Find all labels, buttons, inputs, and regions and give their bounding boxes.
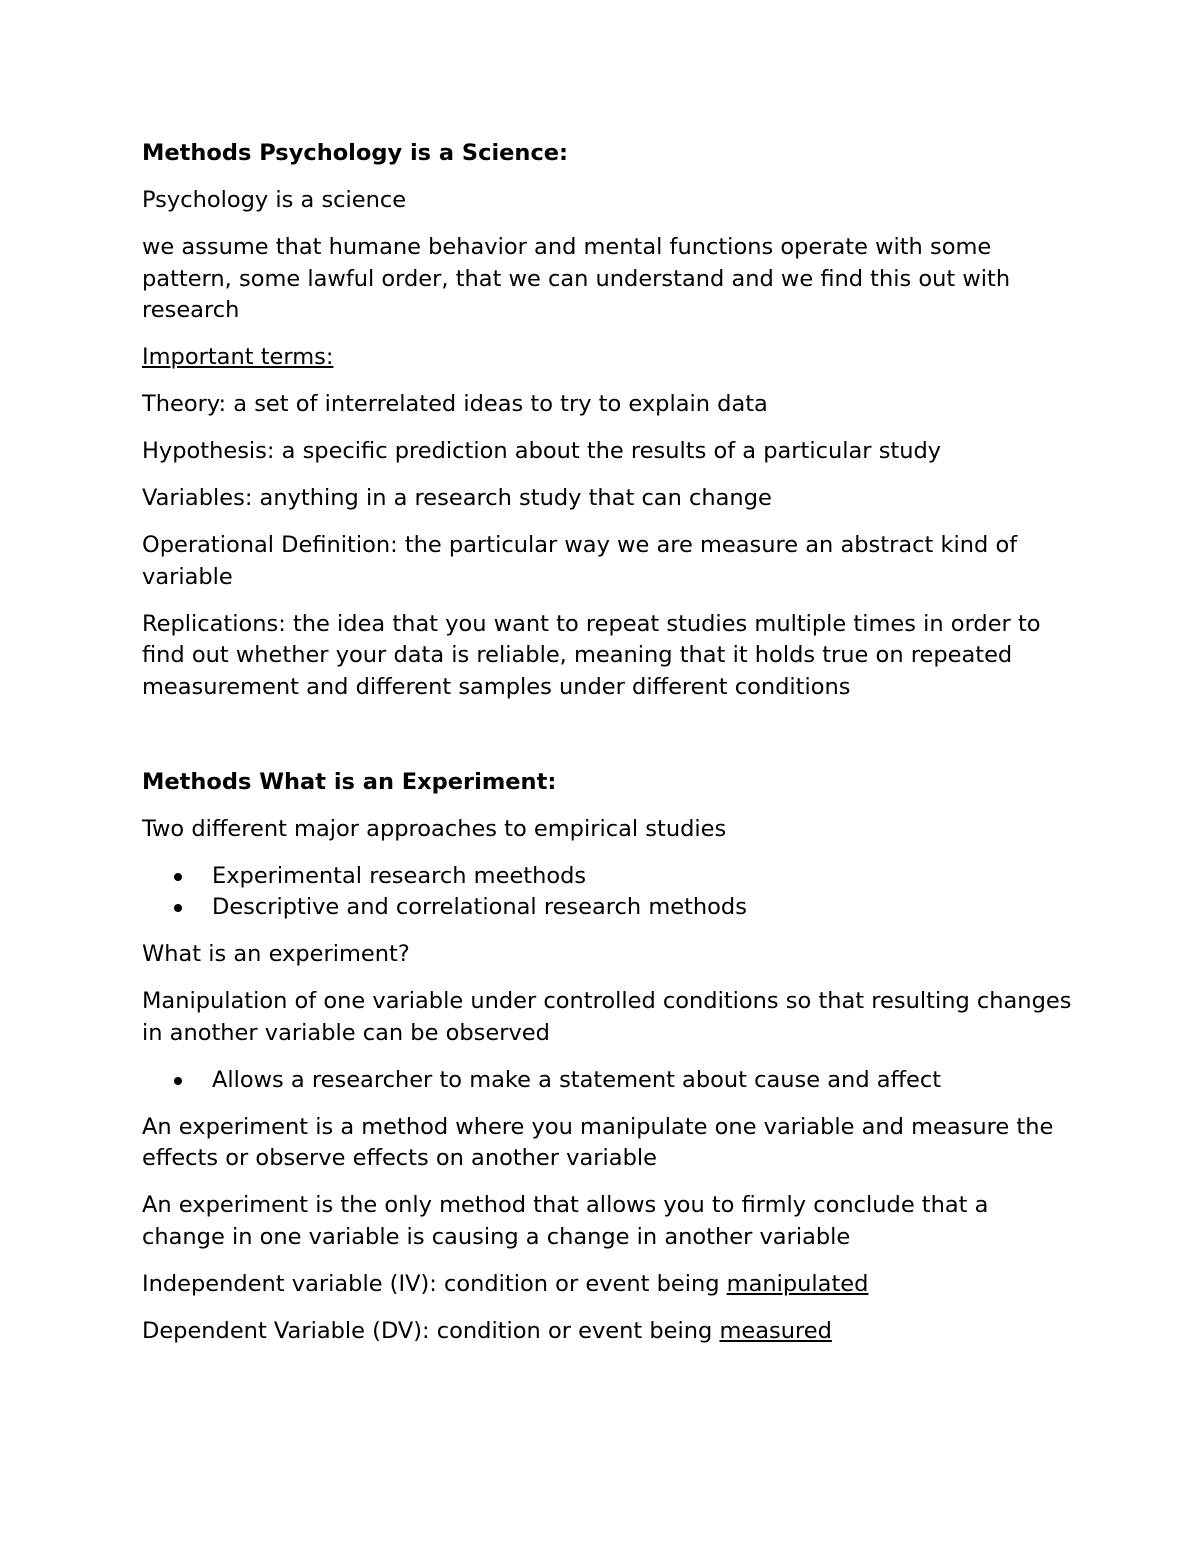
section-spacer [142, 719, 1072, 767]
paragraph: An experiment is a method where you manipulate one variable and measure the effects or observe effects on another variable [142, 1113, 1054, 1171]
definition-list [142, 1065, 1072, 1097]
list-item [142, 892, 1072, 924]
paragraph: An experiment is the only method that allows you to firmly conclude that a change in one variable is causing a change in another variable [142, 1192, 989, 1250]
term-hypothesis: Hypothesis: a specific prediction about the results of a particular study [142, 438, 942, 464]
dv-term: measured [719, 1317, 832, 1344]
term-operational-definition: Operational Definition: the particular way we are measure an abstract kind of variable [142, 532, 1018, 590]
term-variables: Variables: anything in a research study that can change [142, 485, 772, 511]
term-theory: Theory: a set of interrelated ideas to try to explain data [142, 391, 768, 417]
dependent-variable-definition [142, 1316, 1072, 1348]
document-page [142, 138, 1072, 1363]
paragraph: Psychology is a science [142, 187, 407, 213]
list-item [142, 1065, 1072, 1097]
list-item [142, 861, 1072, 893]
list-item-text: Experimental research meethods [212, 862, 587, 889]
paragraph: Two different major approaches to empirical studies [142, 815, 727, 842]
bullet-icon [174, 1077, 182, 1085]
term-replications: Replications: the idea that you want to repeat studies multiple times in order to find out whether your data is reliable, meaning that it holds true on repeated measurement and different samples under different conditions [142, 610, 1041, 700]
important-terms-label: Important terms: [142, 344, 334, 370]
dv-prefix: Dependent Variable (DV): condition or event being [142, 1317, 720, 1344]
approaches-list [142, 861, 1072, 924]
paragraph: Manipulation of one variable under controlled conditions so that resulting changes in another variable can be observed [142, 988, 1072, 1046]
list-item-text: Descriptive and correlational research methods [212, 894, 747, 920]
iv-prefix: Independent variable (IV): condition or event being [142, 1270, 727, 1297]
list-item-text: Allows a researcher to make a statement about cause and affect [212, 1066, 942, 1093]
bullet-icon [174, 904, 182, 912]
iv-term: manipulated [726, 1270, 869, 1297]
bullet-icon [174, 873, 182, 881]
paragraph: we assume that humane behavior and mental functions operate with some pattern, some lawful order, that we can understand and we find this out with research [142, 234, 1011, 323]
independent-variable-definition [142, 1269, 1072, 1301]
section-heading-psychology-science: Methods Psychology is a Science: [142, 140, 569, 166]
paragraph: What is an experiment? [142, 941, 410, 967]
section-heading-experiment: Methods What is an Experiment: [142, 768, 557, 795]
